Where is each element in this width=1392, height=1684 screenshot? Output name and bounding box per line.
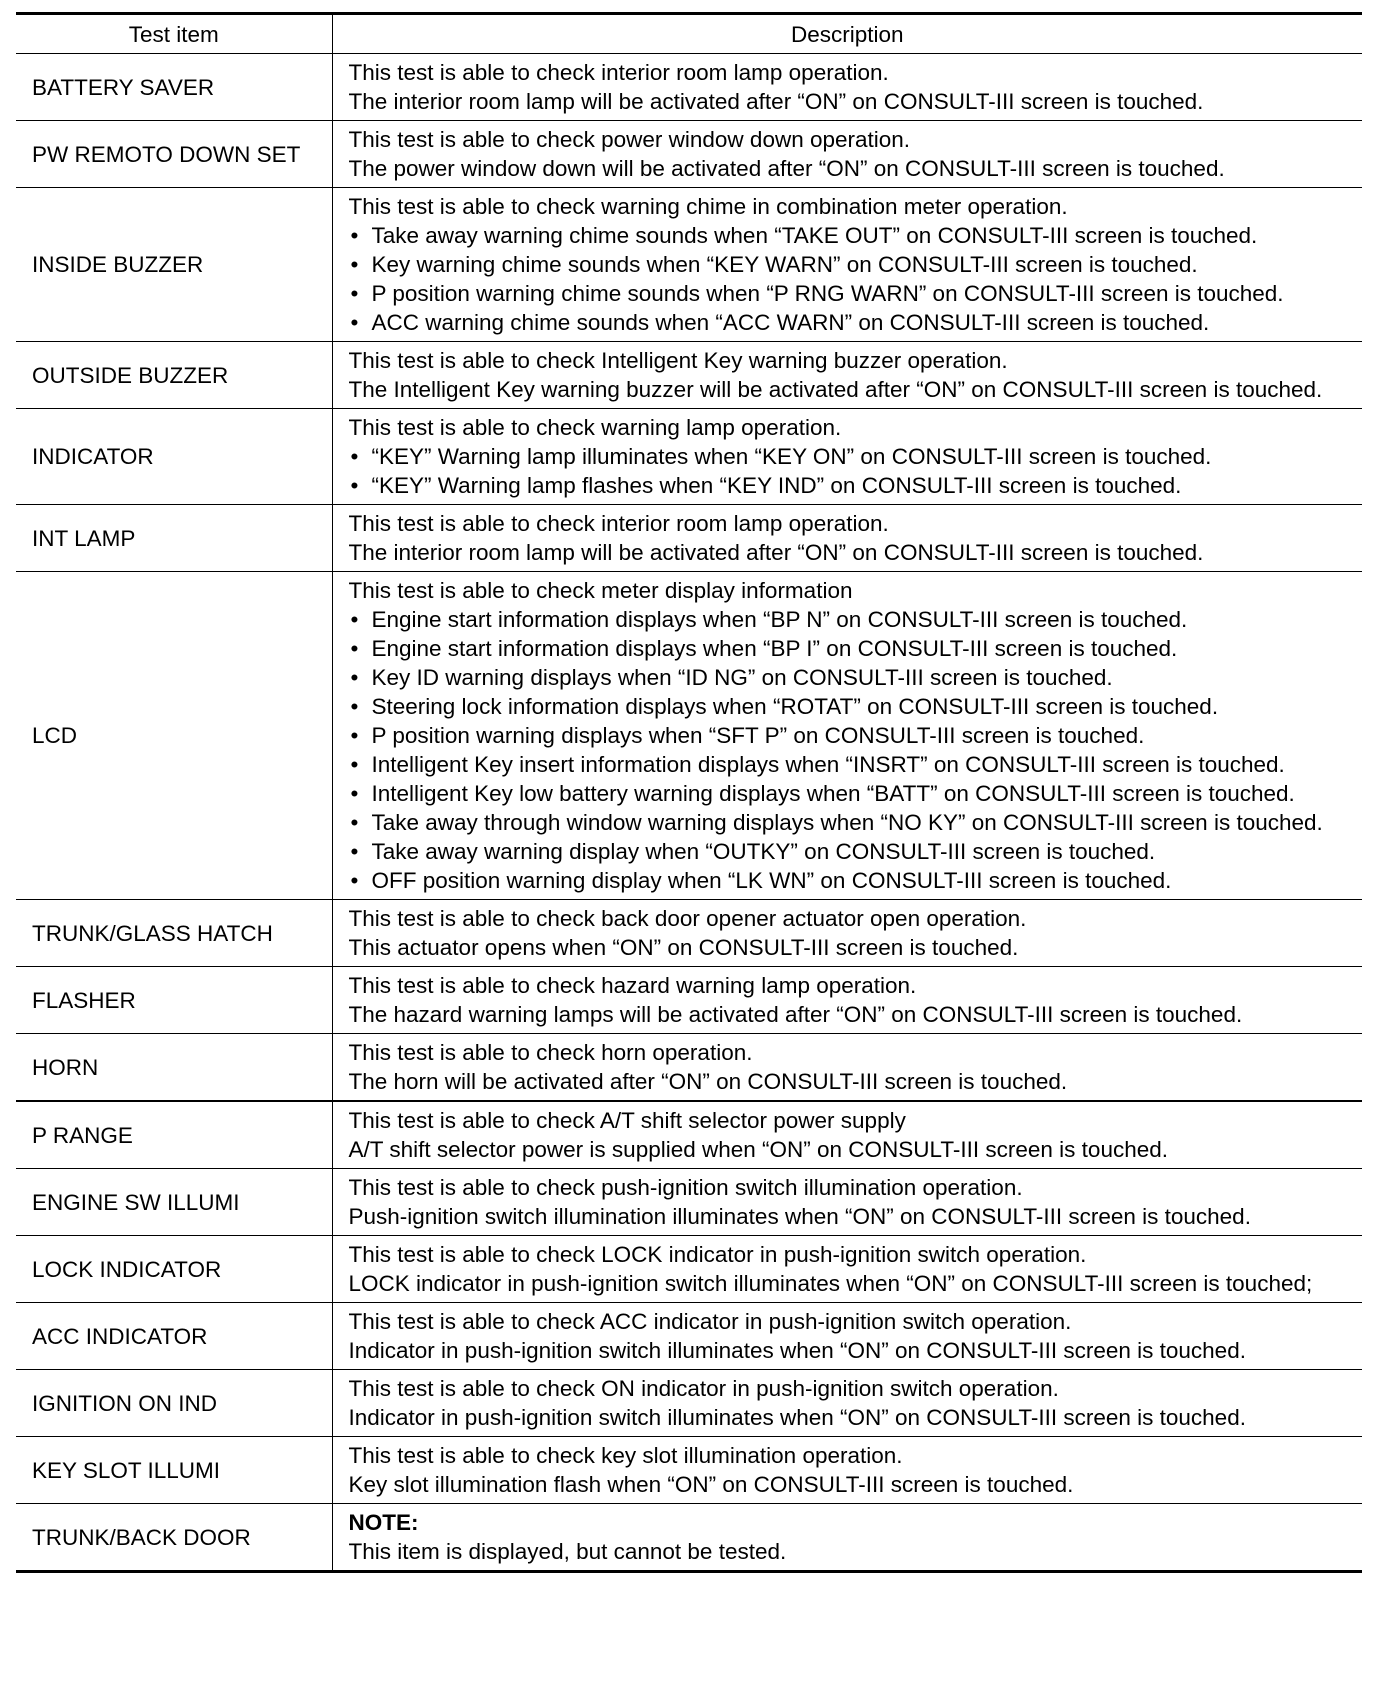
table-body <box>16 54 1362 1572</box>
description-line: This test is able to check push-ignition switch illumination operation. <box>348 1175 1023 1200</box>
test-item-cell: LCD <box>16 572 332 900</box>
bullet-item: • “KEY” Warning lamp flashes when “KEY IND” on CONSULT-III screen is touched. <box>349 471 1359 500</box>
test-item-cell: TRUNK/GLASS HATCH <box>16 900 332 967</box>
description-line: A/T shift selector power is supplied when “ON” on CONSULT-III screen is touched. <box>348 1137 1169 1162</box>
description-cell <box>332 188 1362 342</box>
description-line: This test is able to check LOCK indicator in push-ignition switch operation. <box>348 1242 1087 1267</box>
description-line: This test is able to check interior room lamp operation. <box>348 511 889 536</box>
description-line: Indicator in push-ignition switch illuminates when “ON” on CONSULT-III screen is touched. <box>348 1405 1246 1430</box>
description-line: Push-ignition switch illumination illuminates when “ON” on CONSULT-III screen is touched. <box>348 1204 1251 1229</box>
bullet-item: • Take away through window warning displays when “NO KY” on CONSULT-III screen is touched. <box>349 808 1359 837</box>
description-line: The hazard warning lamps will be activated after “ON” on CONSULT-III screen is touched. <box>348 1002 1243 1027</box>
test-item-cell: ENGINE SW ILLUMI <box>16 1169 332 1236</box>
table-row <box>16 1169 1362 1236</box>
bullet-item: • OFF position warning display when “LK WN” on CONSULT-III screen is touched. <box>349 866 1359 895</box>
bullet-item: • Engine start information displays when “BP I” on CONSULT-III screen is touched. <box>349 634 1359 663</box>
test-item-cell: BATTERY SAVER <box>16 54 332 121</box>
description-line: This test is able to check Intelligent Key warning buzzer operation. <box>348 348 1008 373</box>
test-item-cell: IGNITION ON IND <box>16 1370 332 1437</box>
table-row <box>16 188 1362 342</box>
description-cell <box>332 572 1362 900</box>
table-row <box>16 1034 1362 1102</box>
bullet-item: • Intelligent Key low battery warning displays when “BATT” on CONSULT-III screen is touched. <box>349 779 1359 808</box>
description-cell <box>332 1303 1362 1370</box>
table-row <box>16 54 1362 121</box>
description-line: The interior room lamp will be activated after “ON” on CONSULT-III screen is touched. <box>348 540 1204 565</box>
bullet-item: • Engine start information displays when “BP N” on CONSULT-III screen is touched. <box>349 605 1359 634</box>
test-item-cell: P RANGE <box>16 1101 332 1169</box>
description-line: This test is able to check back door opener actuator open operation. <box>348 906 1027 931</box>
table-row <box>16 1504 1362 1572</box>
test-item-cell: PW REMOTO DOWN SET <box>16 121 332 188</box>
note-label: NOTE: <box>348 1510 419 1535</box>
description-line: The interior room lamp will be activated after “ON” on CONSULT-III screen is touched. <box>348 89 1204 114</box>
description-line: This item is displayed, but cannot be tested. <box>348 1539 787 1564</box>
bullet-item: • P position warning displays when “SFT P” on CONSULT-III screen is touched. <box>349 721 1359 750</box>
test-item-cell: INT LAMP <box>16 505 332 572</box>
test-item-cell: LOCK INDICATOR <box>16 1236 332 1303</box>
test-item-cell: INDICATOR <box>16 409 332 505</box>
description-line: The Intelligent Key warning buzzer will be activated after “ON” on CONSULT-III screen is touched. <box>348 377 1323 402</box>
description-cell <box>332 1504 1362 1572</box>
table-row <box>16 1437 1362 1504</box>
description-intro: This test is able to check warning lamp operation. <box>348 415 842 440</box>
table-row <box>16 1370 1362 1437</box>
test-item-table <box>16 12 1362 1573</box>
table-row <box>16 409 1362 505</box>
bullet-item: • “KEY” Warning lamp illuminates when “KEY ON” on CONSULT-III screen is touched. <box>349 442 1359 471</box>
bullet-item: • Take away warning display when “OUTKY” on CONSULT-III screen is touched. <box>349 837 1359 866</box>
bullet-item: • Take away warning chime sounds when “TAKE OUT” on CONSULT-III screen is touched. <box>349 221 1359 250</box>
bullet-item: • Key warning chime sounds when “KEY WARN” on CONSULT-III screen is touched. <box>349 250 1359 279</box>
bullet-item: • P position warning chime sounds when “P RNG WARN” on CONSULT-III screen is touched. <box>349 279 1359 308</box>
description-line: This test is able to check horn operation. <box>348 1040 753 1065</box>
table-header <box>16 14 1362 54</box>
bullet-item: • Intelligent Key insert information displays when “INSRT” on CONSULT-III screen is touched. <box>349 750 1359 779</box>
description-cell <box>332 967 1362 1034</box>
description-line: Indicator in push-ignition switch illuminates when “ON” on CONSULT-III screen is touched. <box>348 1338 1246 1363</box>
description-line: LOCK indicator in push-ignition switch illuminates when “ON” on CONSULT-III screen is touched; <box>348 1271 1313 1296</box>
table-row <box>16 1236 1362 1303</box>
test-item-cell: TRUNK/BACK DOOR <box>16 1504 332 1572</box>
table-row <box>16 1303 1362 1370</box>
table-row <box>16 900 1362 967</box>
test-item-cell: INSIDE BUZZER <box>16 188 332 342</box>
description-line: The horn will be activated after “ON” on CONSULT-III screen is touched. <box>348 1069 1068 1094</box>
description-line: The power window down will be activated after “ON” on CONSULT-III screen is touched. <box>348 156 1225 181</box>
table-row <box>16 967 1362 1034</box>
description-cell <box>332 1437 1362 1504</box>
test-item-cell: FLASHER <box>16 967 332 1034</box>
table-row <box>16 121 1362 188</box>
bullet-item: • Steering lock information displays when “ROTAT” on CONSULT-III screen is touched. <box>349 692 1359 721</box>
description-line: This test is able to check hazard warning lamp operation. <box>348 973 917 998</box>
test-item-cell: OUTSIDE BUZZER <box>16 342 332 409</box>
header-row <box>16 14 1362 54</box>
header-description: Description <box>332 14 1362 54</box>
description-line: This test is able to check interior room lamp operation. <box>348 60 889 85</box>
description-line: This test is able to check key slot illumination operation. <box>348 1443 903 1468</box>
description-cell <box>332 900 1362 967</box>
description-cell <box>332 505 1362 572</box>
description-line: This actuator opens when “ON” on CONSULT-III screen is touched. <box>348 935 1019 960</box>
test-item-cell: ACC INDICATOR <box>16 1303 332 1370</box>
bullet-item: • Key ID warning displays when “ID NG” on CONSULT-III screen is touched. <box>349 663 1359 692</box>
table-row <box>16 505 1362 572</box>
description-cell <box>332 1034 1362 1102</box>
table-row <box>16 1101 1362 1169</box>
description-line: This test is able to check power window down operation. <box>348 127 911 152</box>
description-intro: This test is able to check meter display information <box>348 578 853 603</box>
description-cell <box>332 1101 1362 1169</box>
description-cell <box>332 342 1362 409</box>
description-line: This test is able to check ON indicator in push-ignition switch operation. <box>348 1376 1059 1401</box>
description-intro: This test is able to check warning chime in combination meter operation. <box>348 194 1068 219</box>
description-cell <box>332 1169 1362 1236</box>
description-line: This test is able to check ACC indicator in push-ignition switch operation. <box>348 1309 1072 1334</box>
bullet-item: • ACC warning chime sounds when “ACC WARN” on CONSULT-III screen is touched. <box>349 308 1359 337</box>
header-test-item: Test item <box>16 14 332 54</box>
description-cell <box>332 1236 1362 1303</box>
table-row <box>16 342 1362 409</box>
table-row <box>16 572 1362 900</box>
description-cell <box>332 121 1362 188</box>
description-cell <box>332 1370 1362 1437</box>
description-cell <box>332 54 1362 121</box>
test-item-cell: HORN <box>16 1034 332 1102</box>
description-line: This test is able to check A/T shift selector power supply <box>348 1108 906 1133</box>
description-line: Key slot illumination flash when “ON” on CONSULT-III screen is touched. <box>348 1472 1074 1497</box>
test-item-cell: KEY SLOT ILLUMI <box>16 1437 332 1504</box>
description-cell <box>332 409 1362 505</box>
